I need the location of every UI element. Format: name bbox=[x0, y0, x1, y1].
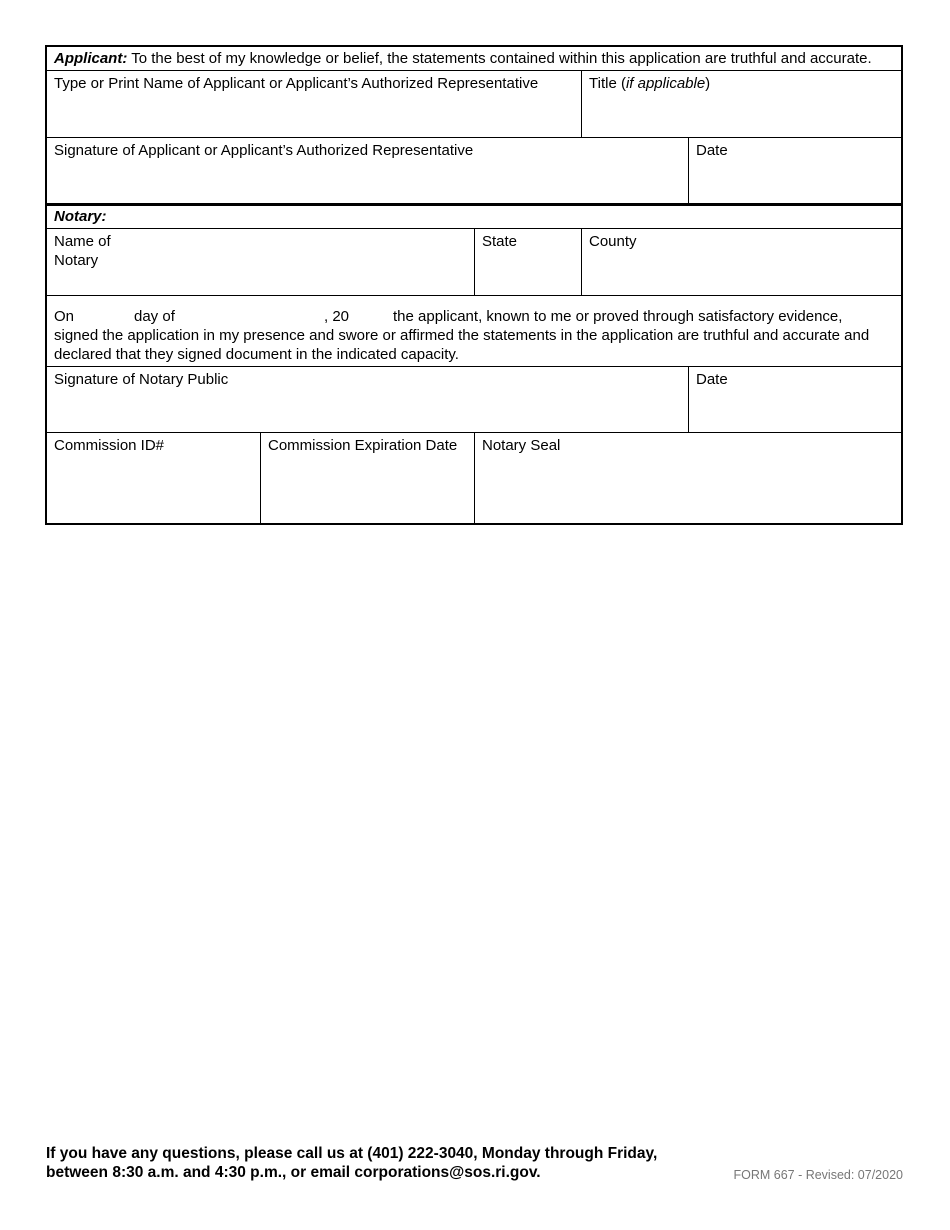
notary-heading: Notary: bbox=[54, 208, 107, 225]
notary-seal-area bbox=[475, 433, 901, 523]
applicant-heading: Applicant: bbox=[54, 50, 128, 67]
applicant-signature-label: Signature of Applicant or Applicant’s Authorized Representative bbox=[54, 142, 474, 159]
applicant-name-field[interactable] bbox=[47, 71, 581, 137]
commission-id-label: Commission ID# bbox=[54, 437, 165, 454]
notary-date-field[interactable] bbox=[689, 367, 901, 432]
commission-expiration-label: Commission Expiration Date bbox=[268, 437, 458, 454]
title-label-italic: if applicable bbox=[625, 75, 706, 92]
notary-state-field[interactable] bbox=[475, 229, 581, 295]
notary-name-field[interactable] bbox=[47, 229, 474, 295]
notary-heading-row bbox=[47, 206, 901, 228]
applicant-statement-text: To the best of my knowledge or belief, the statements contained within this application are truthful and accurate. bbox=[127, 50, 872, 67]
notary-county-field[interactable] bbox=[582, 229, 901, 295]
attest-on: On bbox=[54, 308, 75, 325]
notarization-form bbox=[45, 45, 903, 525]
attest-line1-rest: the applicant, known to me or proved through satisfactory evidence, bbox=[393, 308, 843, 325]
applicant-title-field[interactable] bbox=[582, 71, 901, 137]
notary-name-label-line2: Notary bbox=[54, 252, 99, 269]
contact-line-1: If you have any questions, please call us at (401) 222-3040, Monday through Friday, bbox=[46, 1145, 658, 1162]
title-label: Title ( bbox=[589, 75, 626, 92]
contact-line-2: between 8:30 a.m. and 4:30 p.m., or email corporations@sos.ri.gov. bbox=[46, 1164, 541, 1181]
state-label: State bbox=[482, 233, 518, 250]
notary-signature-field[interactable] bbox=[47, 367, 688, 432]
applicant-date-label: Date bbox=[696, 142, 728, 159]
attest-year: , 20 bbox=[324, 308, 350, 325]
attestation-line-2: signed the application in my presence and swore or affirmed the statements in the application are truthful and accurate and bbox=[54, 327, 870, 344]
title-label-close: ) bbox=[705, 75, 711, 92]
applicant-date-field[interactable] bbox=[689, 138, 901, 203]
applicant-statement bbox=[47, 47, 901, 70]
applicant-signature-field[interactable] bbox=[47, 138, 688, 203]
county-label: County bbox=[589, 233, 637, 250]
commission-expiration-field[interactable] bbox=[261, 433, 474, 523]
notary-signature-label: Signature of Notary Public bbox=[54, 371, 229, 388]
applicant-name-label: Type or Print Name of Applicant or Applicant’s Authorized Representative bbox=[54, 75, 539, 92]
attest-day-of: day of bbox=[134, 308, 175, 325]
attestation-line-3: declared that they signed document in the indicated capacity. bbox=[54, 346, 459, 363]
contact-footer bbox=[46, 1144, 657, 1182]
form-number: FORM 667 - Revised: 07/2020 bbox=[733, 1168, 903, 1182]
attestation-line-1 bbox=[54, 307, 894, 326]
notary-seal-label: Notary Seal bbox=[482, 437, 561, 454]
notary-attestation bbox=[47, 296, 901, 366]
commission-id-field[interactable] bbox=[47, 433, 260, 523]
notary-name-label-line1: Name of bbox=[54, 233, 111, 250]
notary-date-label: Date bbox=[696, 371, 728, 388]
